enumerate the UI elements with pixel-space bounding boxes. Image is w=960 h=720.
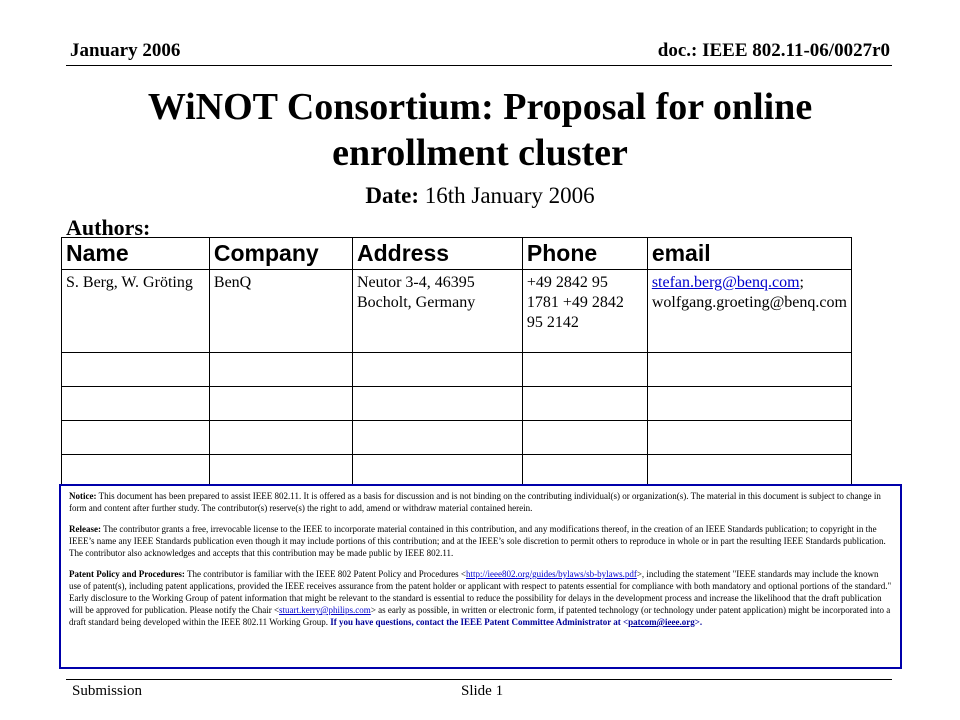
patent-label: Patent Policy and Procedures:: [69, 569, 185, 579]
notice-paragraph: [69, 490, 892, 514]
ieee-notice-box: [59, 484, 902, 669]
date-line: [0, 183, 960, 209]
table-row: [62, 387, 852, 421]
patcom-email-link[interactable]: patcom@ieee.org: [628, 617, 695, 627]
column-header: Company: [209, 238, 352, 270]
table-cell: [353, 387, 523, 421]
table-cell: [353, 421, 523, 455]
notice-text: This document has been prepared to assist IEEE 802.11. It is offered as a basis for discussion and is not binding on the contributing individual(s) or organization(s). The material in this document is subject to change in form and content after further study. The contributor(s) reserve(s) the right to add, amend or withdraw material contained herein.: [69, 491, 881, 513]
column-header: Address: [353, 238, 523, 270]
author-phone: +49 2842 95 1781 +49 2842 95 2142: [522, 270, 647, 353]
date-label: Date:: [365, 183, 419, 208]
authors-label: Authors:: [66, 215, 151, 240]
table-cell: [62, 387, 210, 421]
release-text: The contributor grants a free, irrevocable license to the IEEE to incorporate material contained in this contribution, and any modifications thereof, in the creation of an IEEE Standards publication; to copyright in the IEEE’s name any IEEE Standards publication even though it may include portions of this contribution; and at the IEEE’s sole discretion to permit others to reproduce in whole or in part the resulting IEEE Standards publication. The contributor also acknowledges and accepts that this contribution may be made public by IEEE 802.11.: [69, 524, 886, 558]
header-rule: [66, 65, 892, 66]
table-cell: [647, 353, 851, 387]
column-header: Phone: [522, 238, 647, 270]
release-paragraph: [69, 523, 892, 559]
author-email: [647, 270, 851, 353]
email-link[interactable]: stefan.berg@benq.com: [651, 274, 800, 291]
table-row: [62, 421, 852, 455]
table-cell: [62, 421, 210, 455]
author-company: BenQ: [209, 270, 352, 353]
release-label: Release:: [69, 524, 101, 534]
footer-submission: Submission: [72, 683, 143, 699]
footer-slide-number: Slide 1: [461, 683, 504, 699]
table-row: [62, 353, 852, 387]
table-cell: [209, 387, 352, 421]
email-separator: ;: [799, 274, 804, 291]
patent-text: The contributor is familiar with the IEEE 802 Patent Policy and Procedures <: [187, 569, 467, 579]
table-cell: [647, 387, 851, 421]
table-cell: [62, 353, 210, 387]
patent-text: >, including the statement "IEEE standards may include the known use of patent(s), including patent applications, provided the IEEE receives assurance from the patent holder or applicant with respect to patents essential for compliance with both mandatory and optional portions of the standard." Early disclosure to the Working Group of patent information that might be relevant to the standard is essential to reduce the possibility for delays in the development process and increase the likelihood that the draft publication will be approved for publication. Please notify the Chair <: [69, 569, 892, 615]
patent-question: If you have questions, contact the IEEE Patent Committee Administrator at <: [330, 617, 629, 627]
patent-paragraph: [69, 568, 892, 628]
table-cell: [647, 421, 851, 455]
footer-rule: [66, 679, 892, 680]
table-cell: [353, 353, 523, 387]
email-text: wolfgang.groeting@benq.com: [651, 294, 847, 311]
table-cell: [522, 353, 647, 387]
column-header: email: [647, 238, 851, 270]
table-row: [62, 270, 852, 353]
table-cell: [209, 353, 352, 387]
patent-end: >.: [694, 617, 703, 627]
table-cell: [522, 421, 647, 455]
bylaws-link[interactable]: http://ieee802.org/guides/bylaws/sb-bylaws.pdf: [466, 569, 637, 579]
notice-label: Notice:: [69, 491, 97, 501]
date-value: 16th January 2006: [418, 183, 595, 208]
header-doc-id: doc.: IEEE 802.11-06/0027r0: [657, 40, 890, 61]
column-header: Name: [62, 238, 210, 270]
header-date: January 2006: [70, 40, 181, 61]
authors-table: [61, 237, 852, 489]
slide-title: WiNOT Consortium: Proposal for online enrollment cluster: [147, 86, 813, 174]
author-address: Neutor 3-4, 46395 Bocholt, Germany: [353, 270, 523, 353]
author-name: S. Berg, W. Gröting: [62, 270, 210, 353]
table-cell: [209, 421, 352, 455]
chair-email-link[interactable]: stuart.kerry@philips.com: [279, 605, 371, 615]
patent-text: > as early as possible, in written or electronic form, if patented technology (or technology under patent application) might be incorporated into a draft standard being developed within the IEEE 802.11 Working Group.: [69, 605, 891, 627]
table-header-row: [62, 238, 852, 270]
table-cell: [522, 387, 647, 421]
